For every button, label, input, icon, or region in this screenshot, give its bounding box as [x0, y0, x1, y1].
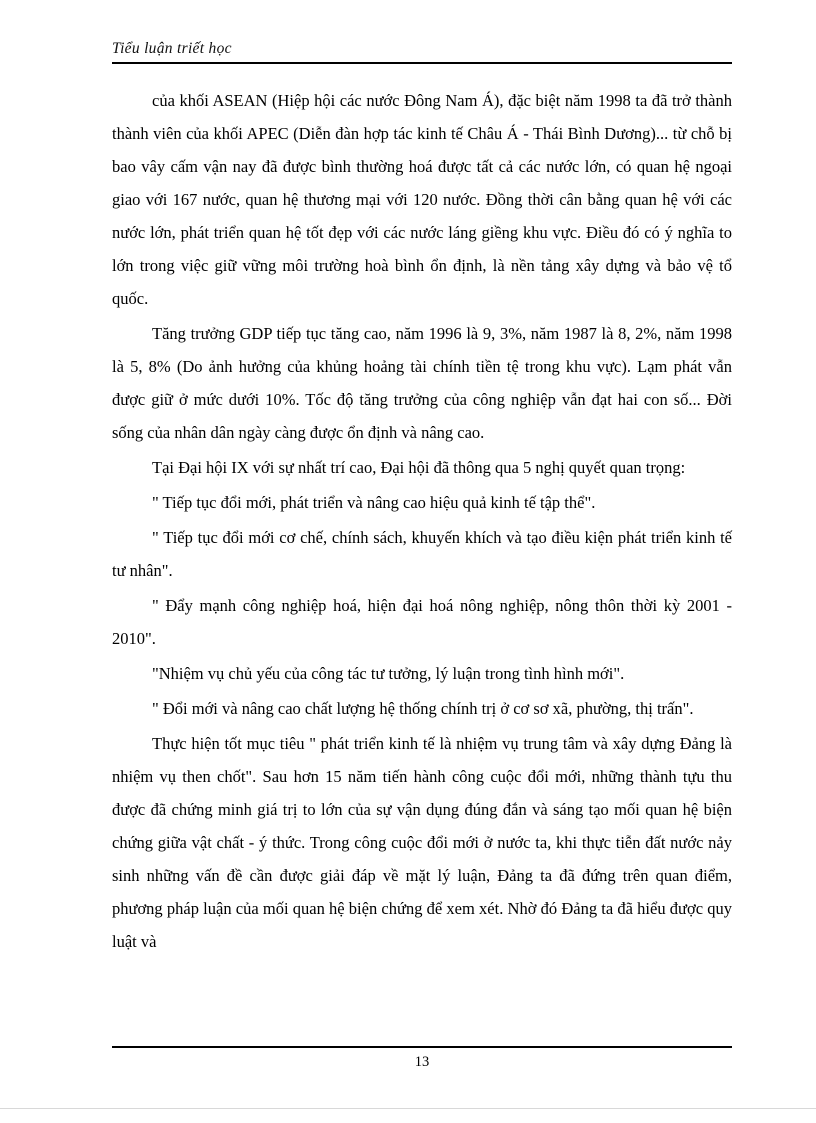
page-footer	[112, 1046, 732, 1071]
paragraph: " Đẩy mạnh công nghiệp hoá, hiện đại hoá nông nghiệp, nông thôn thời kỳ 2001 - 2010".	[112, 596, 732, 648]
paragraph: " Tiếp tục đổi mới, phát triển và nâng cao hiệu quả kinh tế tập thể".	[152, 493, 596, 512]
page-content	[112, 40, 732, 960]
paragraph: "Nhiệm vụ chủ yếu của công tác tư tưởng, lý luận trong tình hình mới".	[152, 664, 625, 683]
paragraph: " Tiếp tục đổi mới cơ chế, chính sách, khuyến khích và tạo điều kiện phát triển kinh tế tư nhân".	[112, 528, 732, 580]
running-header: Tiểu luận triết học	[112, 40, 232, 57]
body-text	[112, 84, 732, 958]
page-number: 13	[414, 1054, 430, 1070]
paragraph: Tăng trưởng GDP tiếp tục tăng cao, năm 1996 là 9, 3%, năm 1987 là 8, 2%, năm 1998 là 5, 8% (Do ảnh hưởng của khủng hoảng tài chính tiền tệ trong khu vực). Lạm phát vẫn được giữ ở mức dưới 10%. Tốc độ tăng trưởng của công nghiệp vẫn đạt hai con số... Đời sống của nhân dân ngày càng được ổn định và nâng cao.	[112, 324, 732, 442]
header-rule	[112, 62, 732, 64]
paragraph: Thực hiện tốt mục tiêu " phát triển kinh tế là nhiệm vụ trung tâm và xây dựng Đảng là nhiệm vụ then chốt". Sau hơn 15 năm tiến hành công cuộc đổi mới, những thành tựu thu được đã chứng minh giá trị to lớn của sự vận dụng đúng đắn và sáng tạo mối quan hệ biện chứng giữa vật chất - ý thức. Trong công cuộc đổi mới ở nước ta, khi thực tiễn đất nước nảy sinh những vấn đề cần được giải đáp về mặt lý luận, Đảng ta đã đứng trên quan điểm, phương pháp luận của mối quan hệ biện chứng để xem xét. Nhờ đó Đảng ta đã hiểu được quy luật và	[112, 734, 732, 951]
paragraph: Tại Đại hội IX với sự nhất trí cao, Đại hội đã thông qua 5 nghị quyết quan trọng:	[152, 458, 686, 477]
paragraph: của khối ASEAN (Hiệp hội các nước Đông Nam Á), đặc biệt năm 1998 ta đã trở thành thành viên của khối APEC (Diễn đàn hợp tác kinh tế Châu Á - Thái Bình Dương)... từ chỗ bị bao vây cấm vận nay đã được bình thường hoá được tất cả các nước lớn, có quan hệ ngoại giao với 167 nước, quan hệ thương mại với 120 nước. Đồng thời cân bằng quan hệ với các nước lớn, phát triển quan hệ tốt đẹp với các nước láng giềng khu vực. Điều đó có ý nghĩa to lớn trong việc giữ vững môi trường hoà bình ổn định, là nền tảng xây dựng và bảo vệ tổ quốc.	[112, 91, 732, 308]
page-bottom-edge	[0, 1108, 816, 1109]
paragraph: " Đổi mới và nâng cao chất lượng hệ thống chính trị ở cơ sơ xã, phường, thị trấn".	[152, 699, 694, 718]
footer-rule	[112, 1046, 732, 1048]
